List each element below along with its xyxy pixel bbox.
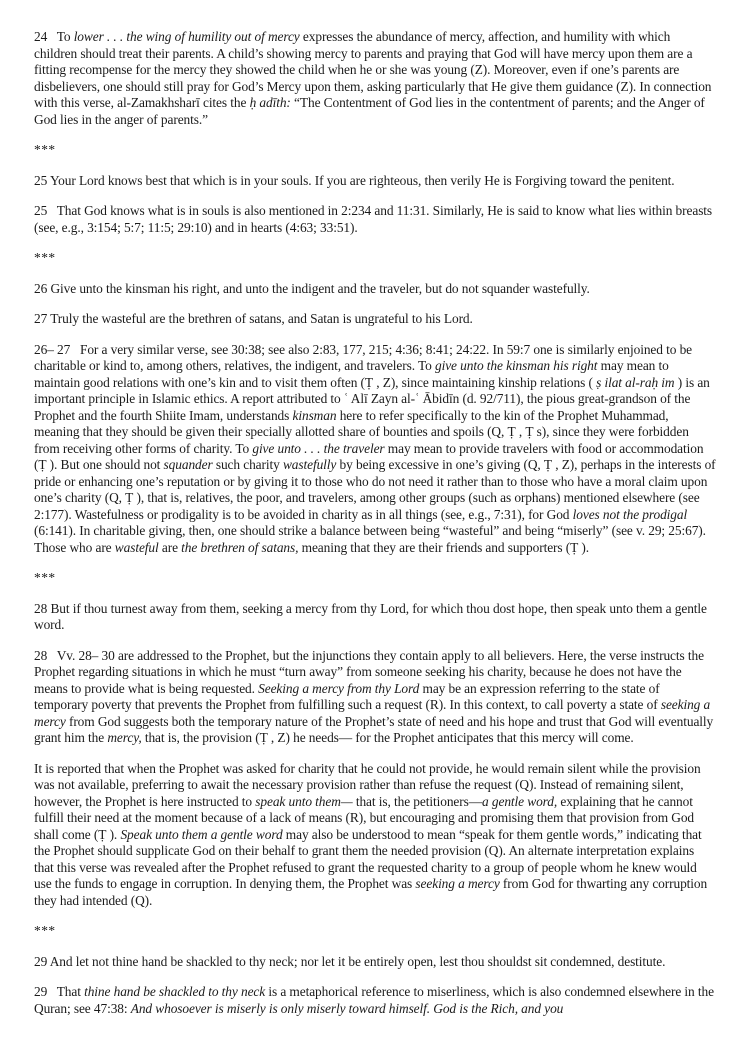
verse-27: 27 Truly the wasteful are the brethren of satans, and Satan is ungrateful to his Lord. bbox=[34, 311, 473, 326]
commentary-29: 29 That thine hand be shackled to thy neck is a metaphorical reference to miserliness, which is also condemned elsewhere in the Quran; see 47:38: And whosoever is miserly is only miserly toward himself. God is the Rich, and you bbox=[34, 984, 718, 1016]
section-separator: *** bbox=[34, 142, 56, 157]
section-separator: *** bbox=[34, 923, 56, 938]
commentary-28-reported: It is reported that when the Prophet was asked for charity that he could not provide, he would remain silent while the provision was not available, preferring to await the necessary provision rather than refuse the request (Q). Instead of remaining silent, however, the Prophet is here instructed to speak unto them— that is, the petitioners—a gentle word, explaining that he cannot fulfill their need at the moment because of a lack of means (R), but encouraging and promising them that provision from God shall come (Ṭ ). Speak unto them a gentle word may also be understood to mean “speak for them gentle words,” indicating that the Prophet should supplicate God on their behalf to grant them the needed provision (Q). An alternate interpretation explains that this verse was revealed after the Prophet refused to grant the requested charity to a group of people whom he knew would use the funds to engage in corruption. In denying them, the Prophet was seeking a mercy from God for thwarting any corruption they had intended (Q). bbox=[34, 760, 711, 908]
commentary-24: 24 To lower . . . the wing of humility out of mercy expresses the abundance of mercy, affection, and humility with which children should treat their parents. A child’s showing mercy to parents and praying that God will have mercy upon them are a fitting recompense for the mercy they showed the child when he or she was young (Z). Moreover, even if one’s parents are disbelievers, one should still pray for God’s Mercy upon them, asking particularly that He give them guidance (Z). In connection with this verse, al-Zamakhsharī cites the ḥ adīth: “The Contentment of God lies in the contentment of parents; and the Anger of God lies in the anger of parents.” bbox=[34, 29, 715, 127]
verse-28: 28 But if thou turnest away from them, seeking a mercy from thy Lord, for which thou dost hope, then speak unto them a gentle word. bbox=[34, 600, 711, 632]
commentary-28: 28 Vv. 28– 30 are addressed to the Prophet, but the injunctions they contain apply to all believers. Here, the verse instructs the Prophet regarding situations in which he must “turn away” from someone seeking his charity, because he does not have the means to provide what is being requested. Seeking a mercy from thy Lord may be an expression referring to the state of temporary poverty that prevents the Prophet from fulfilling such a request (R). In this context, to call poverty a state of seeking a mercy from God suggests both the temporary nature of the Prophet’s state of need and his hope and trust that God will eventually grant him the mercy, that is, the provision (Ṭ , Z) he needs— for the Prophet anticipates that this mercy will come. bbox=[34, 647, 717, 745]
verse-26: 26 Give unto the kinsman his right, and unto the indigent and the traveler, but do not squander wastefully. bbox=[34, 280, 590, 296]
verse-25: 25 Your Lord knows best that which is in your souls. If you are righteous, then verily He is Forgiving toward the penitent. bbox=[34, 172, 675, 188]
verse-29: 29 And let not thine hand be shackled to thy neck; nor let it be entirely open, lest thou shouldst sit condemned, destitute. bbox=[34, 953, 666, 969]
section-separator: *** bbox=[34, 570, 56, 585]
commentary-25: 25 That God knows what is in souls is also mentioned in 2:234 and 11:31. Similarly, He is said to know what lies within breasts (see, e.g., 3:154; 5:7; 11:5; 29:10) and in hearts (4:63; 33:51). bbox=[34, 203, 716, 235]
section-separator: *** bbox=[34, 250, 56, 265]
commentary-26-27: 26– 27 For a very similar verse, see 30:38; see also 2:83, 177, 215; 4:36; 8:41; 24:22. In 59:7 one is similarly enjoined to be charitable or kind to, among others, relatives, the indigent, and travelers. To give unto the kinsman his right may mean to maintain good relations with one’s kin and to visit them often (Ṭ , Z), since maintaining kinship relations ( ṣ ilat al-raḥ im ) is an important principle in Islamic ethics. A report attributed to ʿ Alī Zayn al-ʿ Ābidīn (d. 92/711), the pious great-grandson of the Prophet and the fourth Shiite Imam, understands kinsman here to refer specifically to the kin of the Prophet Muhammad, meaning that they should be given their specially allotted share of bounties and spoils (Q, Ṭ , Ṭ s), since they were forbidden from receiving other forms of charity. To give unto . . . the traveler may mean to provide travelers with food or accommodation (Ṭ ). But one should not squander such charity wastefully by being excessive in one’s giving (Q, Ṭ , Z), perhaps in the interests of pride or enhancing one’s reputation or by giving it to those who do not need it rather than to those who have a moral claim upon one’s charity (Q, Ṭ ), that is, relatives, the poor, and travelers, among other groups (such as orphans) mentioned elsewhere (see 2:177). Wastefulness or prodigality is to be avoided in charity as in all things (see, e.g., 7:31), for God loves not the prodigal (6:141). In charitable giving, then, one should strike a balance between being “wasteful” and being “miserly” (see v. 29; 25:67). Those who are wasteful are the brethren of satans, meaning that they are their friends and supporters (Ṭ ). bbox=[34, 341, 719, 555]
